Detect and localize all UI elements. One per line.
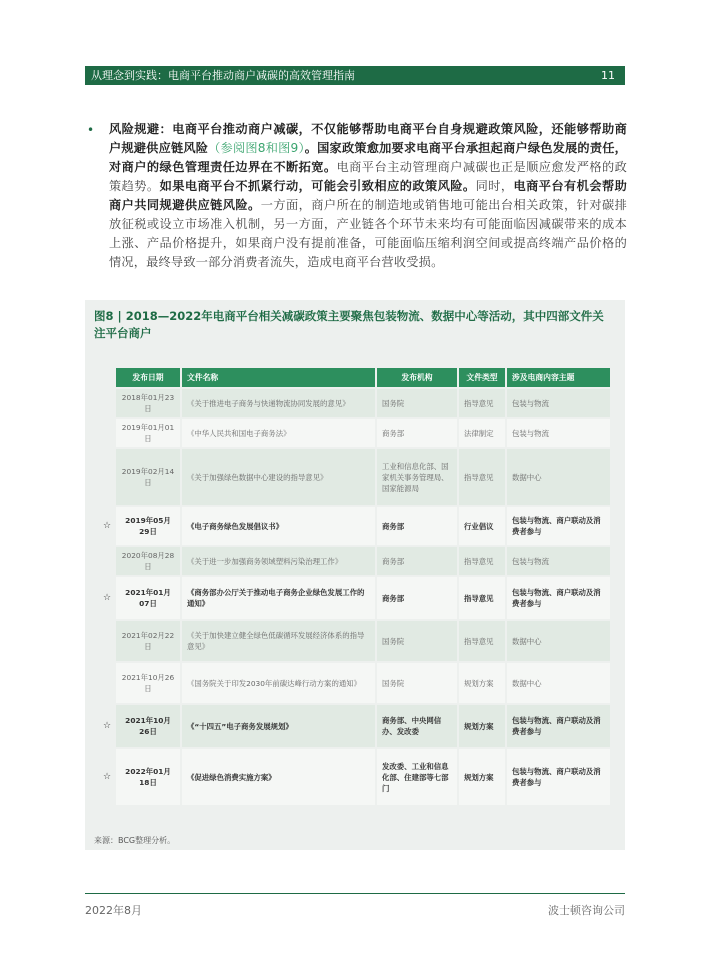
row-agency: 商务部: [377, 577, 457, 619]
figure-8: [85, 300, 625, 850]
row-name: 《促进绿色消费实施方案》: [182, 749, 375, 805]
page-number: 11: [601, 69, 615, 82]
row-date: 2021年02月22日: [116, 621, 180, 661]
table-row: [100, 449, 610, 505]
row-agency: 商务部: [377, 419, 457, 447]
row-topic: 包装与物流、商户联动及消费者参与: [507, 705, 610, 747]
row-name: 《国务院关于印发2030年前碳达峰行动方案的通知》: [182, 663, 375, 703]
table-header-row: [100, 368, 610, 387]
row-type: 法律制定: [459, 419, 505, 447]
footer-date: 2022年8月: [85, 904, 142, 917]
row-date: 2018年01月23日: [116, 389, 180, 417]
row-date: 2022年01月18日: [116, 749, 180, 805]
figure-source: 来源：BCG整理分析。: [94, 836, 176, 845]
row-type: 指导意见: [459, 547, 505, 575]
row-agency: 发改委、工业和信息化部、住建部等七部门: [377, 749, 457, 805]
table-row: [100, 705, 610, 747]
row-topic: 包装与物流、商户联动及消费者参与: [507, 577, 610, 619]
row-name: 《关于加强绿色数据中心建设的指导意见》: [182, 449, 375, 505]
column-header-name: 文件名称: [182, 368, 375, 387]
row-date: 2021年10月26日: [116, 705, 180, 747]
row-date: 2019年05月29日: [116, 507, 180, 545]
row-name: 《中华人民共和国电子商务法》: [182, 419, 375, 447]
row-type: 指导意见: [459, 577, 505, 619]
row-topic: 数据中心: [507, 621, 610, 661]
star-icon: [100, 449, 114, 505]
sentence-7: 一方面，商户所在的制造地或销售地可能出台相关政策，针对碳排放征税或设立市场准入机制，另一方面，产业链各个环节未来均有可能面临因减碳带来的成本上涨、产品价格提升，如果商户没有提前准备，可能面临压缩利润空间或提高终端产品价格的情况，最终导致一部分消费者流失，造成电商平台营收受损。: [109, 198, 627, 269]
column-header-agency: 发布机构: [377, 368, 457, 387]
figure-reference-link[interactable]: （参阅图8和图9）: [208, 141, 305, 155]
row-agency: 国务院: [377, 389, 457, 417]
table-row: [100, 749, 610, 805]
star-icon: [100, 547, 114, 575]
footer-organization: 波士顿咨询公司: [548, 904, 625, 917]
star-icon: ☆: [102, 592, 112, 603]
star-icon: [100, 389, 114, 417]
table-row: [100, 389, 610, 417]
row-topic: 数据中心: [507, 663, 610, 703]
row-topic: 包装与物流: [507, 547, 610, 575]
row-agency: 工业和信息化部、国家机关事务管理局、国家能源局: [377, 449, 457, 505]
footer-divider: [85, 893, 625, 894]
star-icon: ☆: [102, 771, 112, 782]
sentence-bold-1-end: 。: [304, 141, 318, 155]
star-column-header: [100, 368, 114, 387]
column-header-date: 发布日期: [116, 368, 180, 387]
row-agency: 商务部: [377, 547, 457, 575]
row-date: 2021年01月07日: [116, 577, 180, 619]
row-topic: 包装与物流、商户联动及消费者参与: [507, 749, 610, 805]
row-date: 2021年10月26日: [116, 663, 180, 703]
table-row: [100, 577, 610, 619]
row-type: 指导意见: [459, 389, 505, 417]
table-row: [100, 621, 610, 661]
row-type: 规划方案: [459, 749, 505, 805]
row-date: 2019年01月01日: [116, 419, 180, 447]
row-agency: 国务院: [377, 621, 457, 661]
row-agency: 国务院: [377, 663, 457, 703]
row-date: 2019年02月14日: [116, 449, 180, 505]
row-name: 《“十四五”电子商务发展规划》: [182, 705, 375, 747]
sentence-5: 同时，: [475, 179, 514, 193]
star-icon: [100, 419, 114, 447]
row-name: 《关于推进电子商务与快递物流协同发展的意见》: [182, 389, 375, 417]
table-row: [100, 547, 610, 575]
row-type: 规划方案: [459, 663, 505, 703]
figure-title: 图8 | 2018—2022年电商平台相关减碳政策主要聚焦包装物流、数据中心等活动，其中四部文件关注平台商户: [94, 309, 604, 340]
row-agency: 商务部、中央网信办、发改委: [377, 705, 457, 747]
risk-paragraph: [87, 120, 627, 272]
paragraph-text: [109, 120, 627, 272]
star-icon: ☆: [102, 720, 112, 731]
page-header: [85, 66, 625, 85]
star-icon: [100, 621, 114, 661]
table-row: [100, 663, 610, 703]
row-topic: 包装与物流、商户联动及消费者参与: [507, 507, 610, 545]
row-name: 《关于加快建立健全绿色低碳循环发展经济体系的指导意见》: [182, 621, 375, 661]
row-topic: 包装与物流: [507, 389, 610, 417]
sentence-3: 电商平台主动管理商户减碳也正是顺应愈发严格的政策趋势。: [109, 160, 627, 193]
sentence-bold-4: 如果电商平台不抓紧行动，可能会引致相应的政策风险。: [159, 179, 476, 193]
star-icon: [100, 663, 114, 703]
row-date: 2020年08月28日: [116, 547, 180, 575]
column-header-topic: 涉及电商内容主题: [507, 368, 610, 387]
policy-table: [98, 366, 612, 807]
row-topic: 包装与物流: [507, 419, 610, 447]
row-type: 行业倡议: [459, 507, 505, 545]
table-row: [100, 419, 610, 447]
row-name: 《电子商务绿色发展倡议书》: [182, 507, 375, 545]
sentence-bold-6: 电商平台有机会帮助商户共同规避供应链风险。: [109, 179, 627, 212]
column-header-type: 文件类型: [459, 368, 505, 387]
star-icon: ☆: [102, 520, 112, 531]
row-agency: 商务部: [377, 507, 457, 545]
bullet-icon: •: [87, 123, 95, 137]
row-type: 指导意见: [459, 449, 505, 505]
sentence-bold-2: 国家政策愈加要求电商平台承担起商户绿色发展的责任，对商户的绿色管理责任边界在不断拓宽。: [109, 141, 628, 174]
row-type: 规划方案: [459, 705, 505, 747]
table-row: [100, 507, 610, 545]
row-type: 指导意见: [459, 621, 505, 661]
header-title: 从理念到实践：电商平台推动商户减碳的高效管理指南: [91, 69, 355, 82]
row-name: 《商务部办公厅关于推动电子商务企业绿色发展工作的通知》: [182, 577, 375, 619]
row-topic: 数据中心: [507, 449, 610, 505]
sentence-bold-1: 风险规避：电商平台推动商户减碳，不仅能够帮助电商平台自身规避政策风险，还能够帮助商户规避供应链风险: [109, 122, 627, 155]
row-name: 《关于进一步加强商务领域塑料污染治理工作》: [182, 547, 375, 575]
